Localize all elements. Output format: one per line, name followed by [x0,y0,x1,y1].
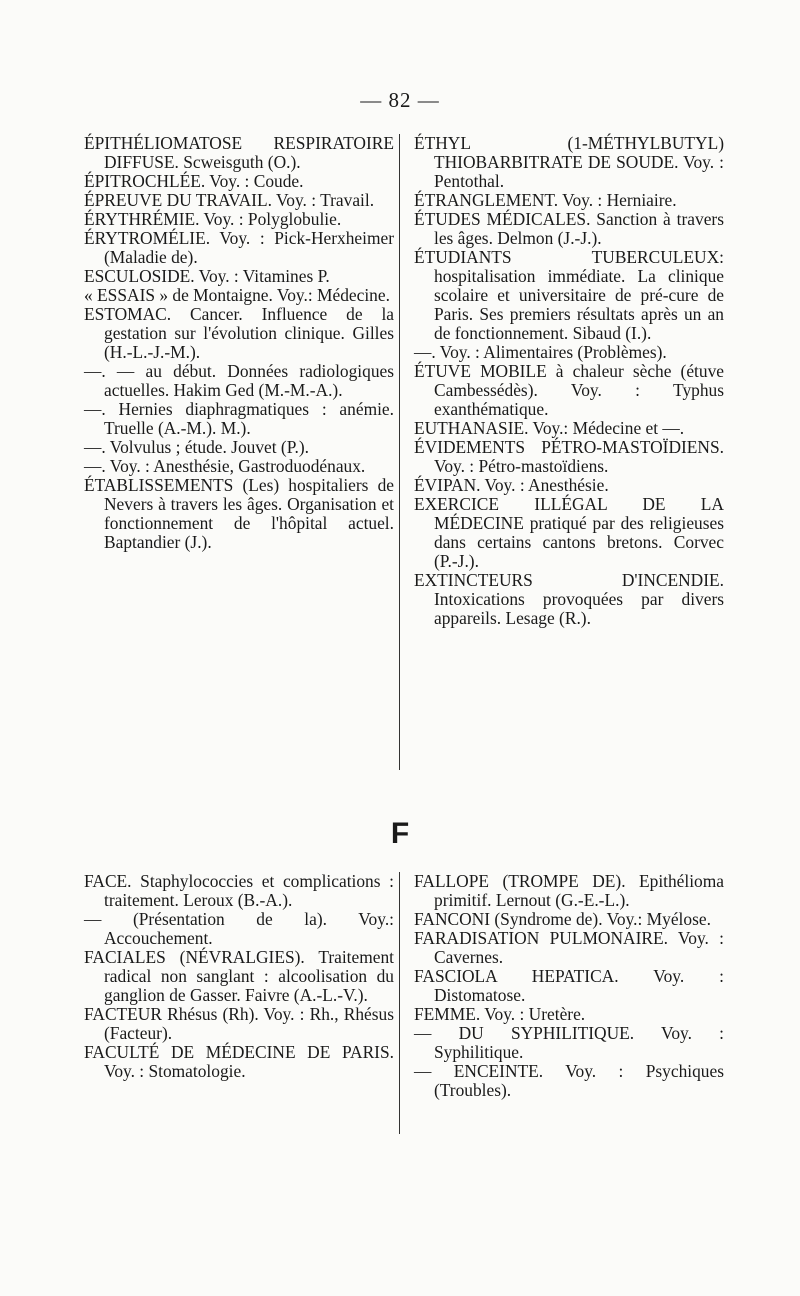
index-entry: ESCULOSIDE. Voy. : Vitamines P. [84,266,330,286]
index-entry: — DU SYPHILITIQUE. Voy. : Syphilitique. [414,1023,724,1062]
index-entry: ÉTUDES MÉDICALES. Sanction à travers les âges. Delmon (J.-J.). [414,209,724,248]
index-entry: ÉTUDIANTS TUBERCULEUX: hospitalisation immédiate. La clinique scolaire et universitaire de pré-cure de Paris. Ses premiers résultats après un an de fonctionnement. Sibaud (I.). [414,247,724,343]
column-right-bottom [414,872,724,1100]
index-entry: — (Présentation de la). Voy.: Accouchement. [84,909,394,948]
index-entry: FANCONI (Syndrome de). Voy.: Myélose. [414,909,711,929]
index-entry: FACTEUR Rhésus (Rh). Voy. : Rh., Rhésus (Facteur). [84,1004,394,1043]
index-entry: ÉRYTHRÉMIE. Voy. : Polyglobulie. [84,209,342,229]
index-entry: FALLOPE (TROMPE DE). Epithélioma primitif. Lernout (G.-E.-L.). [414,871,724,910]
index-entry: FEMME. Voy. : Uretère. [414,1004,586,1024]
column-divider [399,872,400,1134]
section-letter: F [390,817,410,850]
index-entry: ÉPITROCHLÉE. Voy. : Coude. [84,171,304,191]
index-entry: FACIALES (NÉVRALGIES). Traitement radical non sanglant : alcoolisation du ganglion de Gasser. Faivre (A.-L.-V.). [84,947,394,1005]
index-entry: —. — au début. Données radiologiques actuelles. Hakim Ged (M.-M.-A.). [84,361,394,400]
column-divider [399,134,400,770]
index-entry: —. Hernies diaphragmatiques : anémie. Truelle (A.-M.). M.). [84,399,394,438]
index-entry: FACE. Staphylococcies et complications : traitement. Leroux (B.-A.). [84,871,394,910]
index-entry: —. Voy. : Alimentaires (Problèmes). [414,342,667,362]
index-entry: ÉTRANGLEMENT. Voy. : Herniaire. [414,190,677,210]
column-right-top [414,134,724,628]
index-entry: —. Voy. : Anesthésie, Gastroduodénaux. [84,456,366,476]
index-entry: EXTINCTEURS D'INCENDIE. Intoxications provoquées par divers appareils. Lesage (R.). [414,570,724,628]
index-entry: EUTHANASIE. Voy.: Médecine et —. [414,418,685,438]
page-number: — 82 — [360,88,440,112]
index-entry: FARADISATION PULMONAIRE. Voy. : Cavernes. [414,928,724,967]
index-entry: ESTOMAC. Cancer. Influence de la gestation sur l'évolution clinique. Gilles (H.-L.-J.-M.). [84,304,394,362]
index-entry: ÉTABLISSEMENTS (Les) hospitaliers de Nevers à travers les âges. Organisation et fonctionnement de l'hôpital actuel. Baptandier (J.). [84,475,394,552]
index-entry: EXERCICE ILLÉGAL DE LA MÉDECINE pratiqué par des religieuses dans certains cantons bretons. Corvec (P.-J.). [414,494,724,571]
index-entry: « ESSAIS » de Montaigne. Voy.: Médecine. [84,285,390,305]
index-entry: ÉTUVE MOBILE à chaleur sèche (étuve Cambessédès). Voy. : Typhus exanthématique. [414,361,724,419]
index-entry: ÉPITHÉLIOMATOSE RESPIRATOIRE DIFFUSE. Scweisguth (O.). [84,133,394,172]
index-entry: ÉVIPAN. Voy. : Anesthésie. [414,475,609,495]
index-entry: —. Volvulus ; étude. Jouvet (P.). [84,437,309,457]
index-entry: ÉPREUVE DU TRAVAIL. Voy. : Travail. [84,190,375,210]
index-entry: FACULTÉ DE MÉDECINE DE PARIS. Voy. : Stomatologie. [84,1042,394,1081]
column-left-top [84,134,394,552]
column-left-bottom [84,872,394,1081]
index-entry: ÉVIDEMENTS PÉTRO-MASTOÏDIENS. Voy. : Pétro-mastoïdiens. [414,437,724,476]
index-entry: FASCIOLA HEPATICA. Voy. : Distomatose. [414,966,724,1005]
index-entry: ÉTHYL (1-MÉTHYLBUTYL) THIOBARBITRATE DE SOUDE. Voy. : Pentothal. [414,133,724,191]
index-entry: ÉRYTROMÉLIE. Voy. : Pick-Herxheimer (Maladie de). [84,228,394,267]
index-entry: — ENCEINTE. Voy. : Psychiques (Troubles). [414,1061,724,1100]
